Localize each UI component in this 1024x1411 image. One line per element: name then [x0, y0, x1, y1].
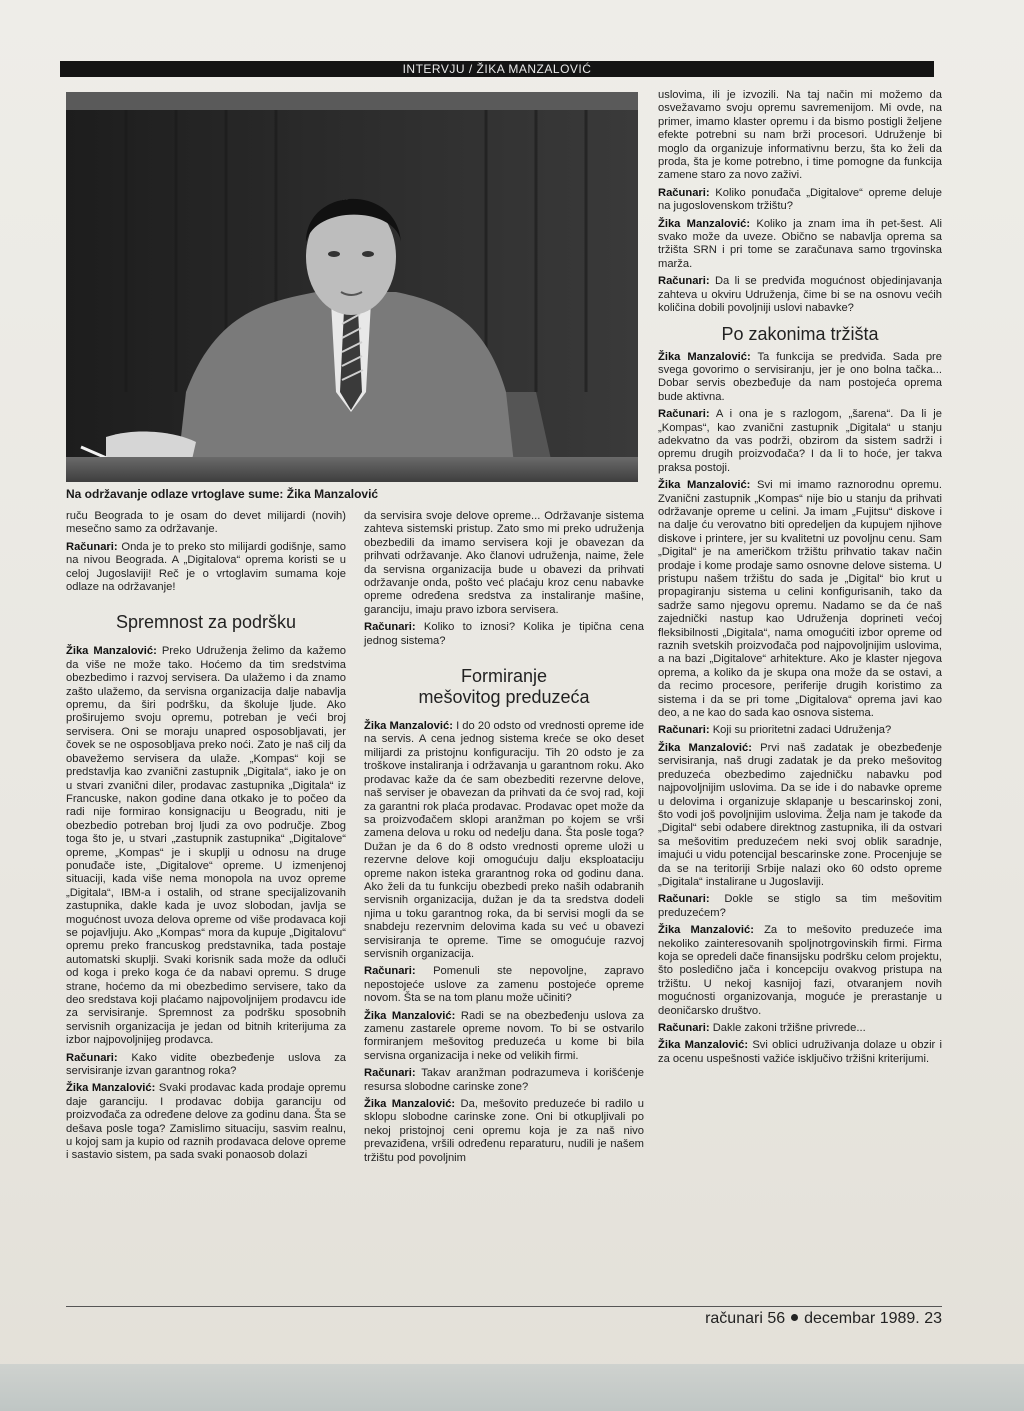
speaker-label: Žika Manzalović: — [66, 1082, 156, 1095]
paragraph — [658, 479, 942, 720]
speaker-label: Žika Manzalović: — [364, 1098, 456, 1111]
speaker-label: Žika Manzalović: — [658, 1039, 749, 1052]
paragraph-text: Koliko to iznosi? Kolika je tipična cena jednog sistema? — [364, 621, 645, 647]
paragraph-text: Koji su prioritetni zadaci Udruženja? — [712, 724, 892, 737]
paragraph-text: Koliko ja znam ima ih pet-šest. Ali svako može da uveze. Obično se nabavlja oprema sa tržišta SRN i pri tome se zaračunava samo trgovinska marža. — [658, 217, 943, 270]
section-heading: Po zakonima tržišta — [721, 323, 879, 344]
paragraph — [66, 541, 346, 595]
paragraph-text: I do 20 odsto od vrednosti opreme ide na servis. A cena jednog sistema kreće se oko deset milijardi za pristojnu konfiguraciju. Tih 20 odsto je za troškove instaliranja i održavanja u garantnom roku. Ako prodavac kaže da će sam obezbediti rezervne delove, naš serviser je obavezan da prihvati da će svoj rad, koji za garantni rok plaća prodavac. Prodavac opet može da sa proizvođačem sklopi aranžman po kojem se vrši zamena delova u roku od nedelju dana. Šta posle toga? Dužan je da 6 do 8 odsto vrednosti opreme uloži u rezervne delove koji omogućuju dalju eksploataciju opreme nakon isteka grarantnog roka od godinu dana. Ako želi da tu funkciju obezbedi preko naših odabranih servisnih organizacija, dužan je da ta sredstva dodeli njima u toku garantnog roka, da bi servisi mogli da se snabdeju rezervnim delovima kada su već u obavezi servisiranja te opreme. Time se omogućuje razvoj servisnih organizacija. — [364, 720, 645, 960]
paragraph — [66, 1052, 346, 1079]
speaker-label: Računari: — [66, 540, 118, 553]
paragraph — [364, 1010, 644, 1064]
page-footer — [680, 1310, 942, 1328]
speaker-label: Računari: — [658, 186, 710, 199]
photo-caption: Na održavanje odlaze vrtoglave sume: Žika Manzalović — [66, 487, 379, 501]
paragraph-text: Da li se predviđa mogućnost objedinjavanja zahteva u okviru Udruženja, čime bi se na osnovu većih količina dobili povoljniji uslovi nabavke? — [658, 275, 942, 315]
paragraph: da servisira svoje delove opreme... Održavanje sistema zahteva sistemski pristup. Zato smo mi preko udruženja obezbedili da imamo servisera koji je obavezan da prihvati održavanje. Ako članovi udruženja, naime, žele da servisna organizacija bude u obavezi da prihvati održavanje onda, pošto već plaćaju kroz cenu nabavke opreme određena sredstva za instaliranje mašine, garanciju, imaju pravo izbora servisera. — [364, 510, 644, 616]
paragraph: uslovima, ili je izvozili. Na taj način mi možemo da osvežavamo svoju opremu savremenijom. Mi ovde, na primer, imamo klaster opremu i da bismo postigli željene efekte potrebni su nam brži procesori. Udruženje bi moglo da organizuje informativnu berzu, šta ko želi da proda, šta je kome potrebno, i time pomogne da funkcija zamene staro za novo zaživi. — [658, 89, 942, 182]
speaker-label: Računari: — [658, 408, 710, 421]
bullet-dot-icon — [791, 1314, 798, 1321]
paragraph — [658, 408, 942, 475]
paragraph — [658, 187, 942, 214]
paragraph — [658, 893, 942, 920]
column-3 — [658, 89, 942, 1070]
issue-date: decembar 1989. — [804, 1310, 920, 1327]
speaker-label: Računari: — [658, 1022, 710, 1034]
paragraph-text: A i ona je s razlogom, „šarena“. Da li je „Kompas“, kao zvanični zastupnik „Digitala“ u stanju adekvatno da vas podrži, obzirom da sistem sadrži i opremu drugih proizvođača? I da li to hoće, jer takva praksa postoji. — [658, 408, 942, 474]
speaker-label: Žika Manzalović: — [66, 645, 157, 658]
paragraph-text: Svi mi imamo raznorodnu opremu. Zvanični zastupnik „Kompas“ nije bio u stanju da prihvati održavanje opreme u celini. Ja imam „Fujitsu“ diskove i na dalje ću verovatno biti opredeljen da kupujem njihove diskove i printere, jer su kvalitetni uz povoljnu cenu. Sam „Digital“ je na američkom tržištu prihvatio takav način prodaje i kome prodaje samo osnovne delove sistema. U pristupu našem tržištu do sada je „Digital“ bio krut u propagiranju sistema u celini konfigurisanih, tako da sadrže samo njegovu opremu. Nadamo se da će naš zajednički nastup kao Udruženja doprineti većoj fleksibilnosti „Digitala“, nama omogućiti izbor opreme od raznih svetskih proizvođača pod najpovoljnijim uslovima, a na bazi „Digitalove“ arhitekture. Ako je klaster njegova oprema, a koliko da je skupa ona može da se ostavi, a da recimo procesore, periferije drugih koristimo za sistema i da se pri tome „Digitalova“ oprema javi kao deo, a ne kao do sada kao osnova sistema. — [658, 479, 942, 720]
speaker-label: Računari: — [364, 1067, 416, 1080]
speaker-label: Žika Manzalović: — [658, 217, 751, 230]
paragraph-text: Ta funkcija se predviđa. Sada pre svega govorimo o servisiranju, jer je ono bolna tačka... Dobar servis obezbeđuje da nam postojeća oprema bude aktivna. — [658, 350, 942, 403]
paragraph-text: Da, mešovito preduzeće bi radilo u sklopu slobodne carinske zone. Oni bi otkupljivali po nekoj pristojnoj ceni opremu koja je za naš nivo prevaziđena, vršili određenu reparaturu, nudili je našem tržištu pod povoljnim — [364, 1098, 644, 1164]
section-heading-line-1: Formiranje — [460, 666, 548, 687]
paragraph — [658, 724, 942, 737]
paragraph-text: Prvi naš zadatak je obezbeđenje servisiranja, naš drugi zadatak je da preko mešovitog preduzeća obezbedimo zajedničku nabavku pod najpovoljnijim uslovima. Da se ide i do nabavke opreme u delovima i organizuje sklapanje u bescarinskoj zoni, što vodi još povoljnijim uslovima. Želja nam je takođe da „Digital“ sebi odabere direktnog zastupnika, ili da ostvari sa mešovitim preduzećem neki svoj oblik saradnje, imajući u vidu potencijal bescarinske zone. Procenjuje se da se na teritoriji Srbije nalazi oko 60 odsto opreme „Digitala“ instalirane u Jugoslaviji. — [658, 741, 942, 888]
paragraph — [658, 1039, 942, 1066]
speaker-label: Žika Manzalović: — [658, 479, 751, 492]
speaker-label: Žika Manzalović: — [658, 350, 751, 363]
speaker-label: Računari: — [658, 893, 710, 906]
speaker-label: Žika Manzalović: — [364, 720, 453, 733]
paragraph-text: Pomenuli ste nepovoljne, zapravo nepostojeće uslove za zamenu postojeće opreme novom. Šta se na tom planu može učiniti? — [364, 965, 644, 1005]
column-2 — [364, 510, 644, 1169]
header-title: INTERVJU / ŽIKA MANZALOVIĆ — [402, 62, 592, 76]
paragraph — [658, 742, 942, 889]
footer-rule — [66, 1306, 942, 1307]
speaker-label: Žika Manzalović: — [658, 924, 754, 937]
paragraph-text: Koliko ponuđača „Digitalove“ opreme deluje na jugoslovenskom tržištu? — [658, 186, 943, 213]
paragraph-text: Radi se na obezbeđenju uslova za zamenu zastarele opreme novom. To bi se ostvarilo formiranjem mešovitog preduzeća u kome bi bila servisna organizacija i neke od velikih firmi. — [364, 1009, 644, 1062]
publication-name: računari 56 — [705, 1310, 786, 1327]
paragraph — [364, 720, 644, 961]
column-1 — [66, 510, 346, 1167]
speaker-label: Računari: — [66, 1051, 118, 1064]
paragraph — [364, 965, 644, 1005]
section-heading: Spremnost za podršku — [115, 612, 297, 633]
paragraph-text: Takav aranžman podrazumeva i korišćenje resursa slobodne carinske zone? — [364, 1067, 644, 1093]
paragraph-text: Svaki prodavac kada prodaje opremu daje garanciju. I prodavac dobija garanciju od proizvođača za određene delove za godinu dana. Šta se dešava posle toga? Zamislimo situaciju, sasvim realnu, u kojoj sam ja kupio od raznih prodavaca delove opreme i sastavio sistem, pa sada svaki ponaosob dolazi — [66, 1082, 347, 1162]
paragraph-text: Za to mešovito preduzeće ima nekoliko zainteresovanih spoljnotrgovinskih firmi. Firma koja se opredeli dače finansijsku podršku celom projektu, što posledično jača i koncepciju ovakvog pristupa na tržištu. U nekoj kasnijoj fazi, otvaranjem novih mogućnosti organizovanja, moguće je prerastanje u deoničarsko društvo. — [658, 924, 943, 1017]
paragraph — [658, 351, 942, 405]
speaker-label: Računari: — [658, 724, 710, 737]
paragraph — [66, 645, 346, 1047]
speaker-label: Žika Manzalović: — [658, 741, 752, 754]
speaker-label: Računari: — [364, 621, 416, 634]
paragraph — [658, 218, 942, 272]
interview-photo — [66, 92, 638, 482]
paragraph — [658, 275, 942, 315]
speaker-label: Računari: — [364, 965, 416, 978]
paragraph-text: Dokle se stiglo sa tim mešovitim preduzećem? — [658, 893, 942, 919]
speaker-label: Žika Manzalović: — [364, 1009, 456, 1022]
paragraph — [658, 1022, 942, 1035]
paragraph-text: Dakle zakoni tržišne privrede... — [712, 1022, 866, 1034]
section-heading — [364, 666, 644, 708]
page-number: 23 — [924, 1310, 942, 1327]
paragraph-text: Preko Udruženja želimo da kažemo da više ne može tako. Hoćemo da tim sredstvima obezbedimo i razvoj servisera. Da ulažemo i da znamo zašto ulažemo, da servisna organizacija dalje nabavlja opremu, da širi podršku, da školuje ljude. Ako proširujemo svoju opremu, potreban je veći broj servisera. Oni se moraju unapred osposobljavati, jer čovek se ne osposobljava preko noći. Zato je naš cilj da obavežemo servisera da ulaže. „Kompas“ koji se predstavlja kao zvanični zastupnik „Digitala“, iako je on u stvari zvanični diler, prodavac zastupnika „Digitala“ iz Francuske, nakon godine dana otkako je to počeo da radi nije formirao konsignaciju u Beogradu, niti je obezbedio potreban broj ljudi za ovo područje. Zbog toga što je, u stvari „zastupnik zastupnika“ „Digitalove“ opreme, „Kompas“ je i skuplji u odnosu na druge ponuđače iste, „Digitalove“ opreme. U izmenjenoj situaciji, kada više nema monopola na uvoz opreme „Digitala“, IBM-a i ostalih, od strane specijalizovanih zastupnika, dakle kada je uvoz slobodan, javlja se mogućnost uvoza delova opreme od više prodavaca koji se pojavljuju. Ako „Kompas“ mora da kupuje „Digitalovu“ opremu preko francuskog predstavnika, tada postaje automatski skuplji. Svaki korisnik sada može da odluči od koga i preko koga će da nabavi opremu. S druge strane, hoćemo da mi obezbedimo servisere, tako da deo sredstava koji plaćamo najpovoljnijem prodavcu ide za servisiranje. Spremnost za podršku sposobnih servisnih organizacija je jedan od bitnih kriterijuma za izbor najpovoljnijeg prodavca. — [66, 645, 347, 1047]
paragraph — [364, 1098, 644, 1165]
paragraph — [364, 1067, 644, 1094]
paragraph-text: Svi oblici udruživanja dolaze u obzir i za ocenu uspešnosti važiće isključivo tržišni kriterijumi. — [658, 1039, 943, 1065]
paragraph: ruču Beograda to je osam do devet milijardi (novih) mesečno samo za održavanje. — [66, 510, 346, 536]
paragraph-text: Kako vidite obezbeđenje uslova za servisiranje izvan garantnog roka? — [66, 1051, 347, 1078]
paragraph — [658, 924, 942, 1018]
speaker-label: Računari: — [658, 275, 710, 288]
paragraph — [364, 621, 644, 648]
scan-bottom-edge — [0, 1364, 1024, 1411]
paragraph — [66, 1082, 346, 1162]
paragraph-text: Onda je to preko sto milijardi godišnje, samo na nivou Beograda. A „Digitalova“ oprema koristi se u celoj Jugoslaviji! Reč je o vrtoglavim sumama koje odlaze na održavanje! — [66, 540, 347, 594]
section-heading-line-2: mešovitog preduzeća — [418, 687, 590, 708]
portrait-illustration — [66, 92, 638, 482]
